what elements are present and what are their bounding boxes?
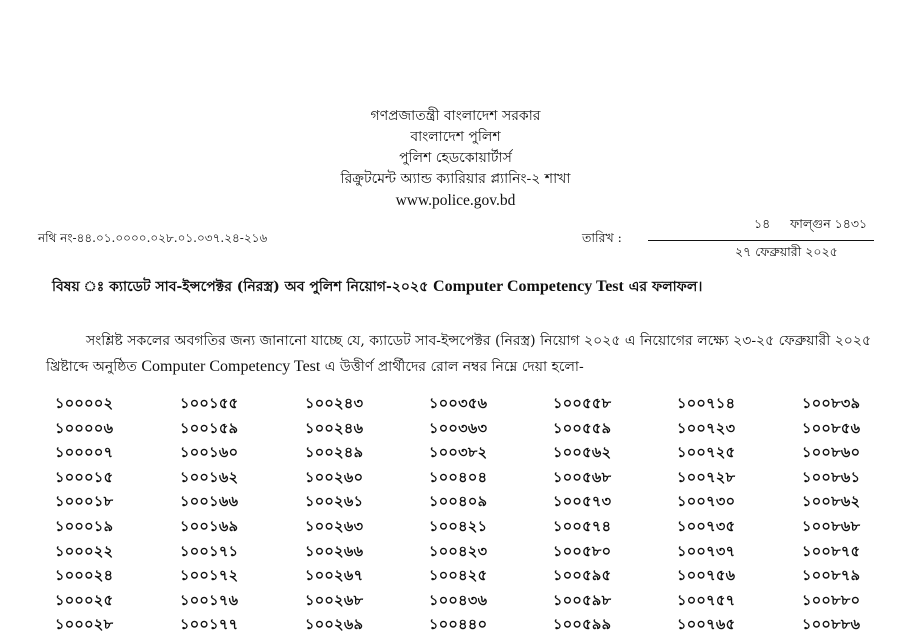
roll-number: ১০০৪৩৬ [429,591,488,609]
roll-number: ১০০০০৭ [55,444,114,462]
roll-number: ১০০৮৬৮ [802,517,861,535]
website-link[interactable]: www.police.gov.bd [395,192,516,209]
notice-part1: সংশ্লিষ্ট সকলের অবগতির জন্য জানানো যাচ্ছে যে, ক্যাডেট সাব-ইন্সপেক্টর (নিরস্ত্র) নিয়োগ ২০২৫ এ নিয়োগের লক্ষ্যে ২৩-২৫ ফেব্রুয়ারী ২০২৫ খ্রিষ্টাব্দে অনুষ্ঠিত [46,333,872,375]
date-label: তারিখ : [582,230,622,245]
roll-number: ১০০০১৫ [55,468,114,486]
roll-number: ১০০৫৯৮ [553,591,612,609]
roll-number: ১০০৭৫৭ [677,591,736,609]
roll-number: ১০০৭১৪ [677,395,736,412]
roll-number-grid [0,393,911,639]
roll-number: ১০০৮৬১ [802,468,861,486]
roll-number: ১০০৮৮০ [802,591,861,609]
roll-number: ১০০৪৪০ [429,616,488,634]
roll-number: ১০০০২৮ [55,616,114,634]
roll-number: ১০০৮৫৬ [802,419,861,437]
roll-number: ১০০৭২৩ [677,419,736,437]
subject-prefix: বিষয় ঃ ক্যাডেট সাব-ইন্সপেক্টর (নিরস্ত্র) অব পুলিশ নিয়োগ-২০২৫ [52,279,434,295]
roll-number: ১০০২৪৯ [305,444,364,462]
roll-row [0,614,911,639]
roll-number: ১০০০২৪ [55,567,114,585]
roll-number: ১০০২৬৩ [305,517,364,535]
subject-line [52,275,702,299]
roll-number: ১০০১৭১ [180,542,239,560]
roll-number: ১০০০২৫ [55,591,114,609]
roll-number: ১০০২৪৬ [305,419,364,437]
roll-row [0,541,911,566]
roll-number: ১০০৭৩০ [677,493,736,511]
roll-number: ১০০২৬০ [305,468,364,486]
roll-number: ১০০৭২৫ [677,444,736,462]
roll-row [0,467,911,492]
roll-number: ১০০৩৬৩ [429,419,488,437]
department-title: বাংলাদেশ পুলিশ [410,129,501,145]
roll-number: ১০০৪২৩ [429,542,488,560]
notice-part2: এ উত্তীর্ণ প্রার্থীদের রোল নম্বর নিম্নে দেয়া হলো- [320,359,584,375]
roll-number: ১০০২৬৬ [305,542,364,560]
roll-number: ১০০১৭২ [180,567,239,585]
subject-suffix: এর ফলাফল। [623,279,703,295]
roll-number: ১০০০০৬ [55,419,114,437]
roll-number: ১০০৮৬০ [802,444,861,462]
roll-number: ১০০৫৫৯ [553,419,612,437]
roll-number: ১০০২৬৭ [305,567,364,585]
roll-row [0,590,911,615]
roll-number: ১০০০২২ [55,542,114,560]
roll-number: ১০০৫৬২ [553,444,612,462]
roll-number: ১০০২৬৯ [305,616,364,634]
roll-number: ১০০৫৫৮ [553,395,612,412]
roll-number: ১০০৭২৮ [677,468,736,486]
roll-number: ১০০৭৩৭ [677,542,736,560]
roll-number: ১০০৮৭৯ [802,567,861,585]
office-title: পুলিশ হেডকোয়ার্টার্স [399,150,512,166]
branch-title: রিক্রুটমেন্ট অ্যান্ড ক্যারিয়ার প্ল্যানিং-২ শাখা [340,171,571,187]
date-divider [648,240,874,241]
roll-number: ১০০৪০৯ [429,493,488,511]
roll-number: ১০০৫৬৮ [553,468,612,486]
memo-number: নথি নং-৪৪.০১.০০০০.০২৮.০১.০৩৭.২৪-২১৬ [38,231,268,245]
roll-row [0,516,911,541]
subject-english: Computer Competency Test [433,278,624,295]
roll-number: ১০০৭৩৫ [677,517,736,535]
roll-row [0,491,911,516]
roll-number: ১০০১৭৬ [180,591,239,609]
notice-english: Computer Competency Test [141,358,321,375]
roll-number: ১০০১৫৫ [180,395,239,412]
roll-number: ১০০২৬৮ [305,591,364,609]
roll-number: ১০০৩৮২ [429,444,488,462]
roll-number: ১০০৫৭৩ [553,493,612,511]
government-title: গণপ্রজাতন্ত্রী বাংলাদেশ সরকার [370,108,541,124]
roll-number: ১০০০০২ [55,395,114,412]
roll-number: ১০০২৬১ [305,493,364,511]
roll-number: ১০০১৬২ [180,468,239,486]
roll-number: ১০০৫৯৯ [553,616,612,634]
roll-number: ১০০৪০৪ [429,468,488,486]
letterhead [0,106,911,211]
roll-row [0,442,911,467]
date-bangla: ১৪ ফাল্গুন ১৪৩১ [754,216,868,231]
roll-number: ১০০৪২১ [429,517,488,535]
roll-number: ১০০১৬৬ [180,493,239,511]
roll-number: ১০০৪২৫ [429,567,488,585]
roll-number: ১০০১৫৯ [180,419,239,437]
roll-number: ১০০১৬৯ [180,517,239,535]
roll-number: ১০০৭৫৬ [677,567,736,585]
roll-number: ১০০০১৮ [55,493,114,511]
roll-number: ১০০২৪৩ [305,395,364,412]
notice-paragraph [46,329,872,380]
roll-number: ১০০৮৩৯ [802,395,861,412]
roll-number: ১০০৭৬৫ [677,616,736,634]
roll-number: ১০০১৬০ [180,444,239,462]
roll-number: ১০০৫৯৫ [553,567,612,585]
roll-number: ১০০১৭৭ [180,616,239,634]
roll-number: ১০০০১৯ [55,517,114,535]
roll-row [0,393,911,418]
roll-number: ১০০৮৭৫ [802,542,861,560]
roll-row [0,418,911,443]
date-gregorian: ২৭ ফেব্রুয়ারী ২০২৫ [735,244,838,259]
roll-number: ১০০৫৮০ [553,542,612,560]
roll-number: ১০০৮৮৬ [802,616,861,634]
roll-number: ১০০৩৫৬ [429,395,488,412]
roll-number: ১০০৮৬২ [802,493,861,511]
roll-number: ১০০৫৭৪ [553,517,612,535]
roll-row [0,565,911,590]
